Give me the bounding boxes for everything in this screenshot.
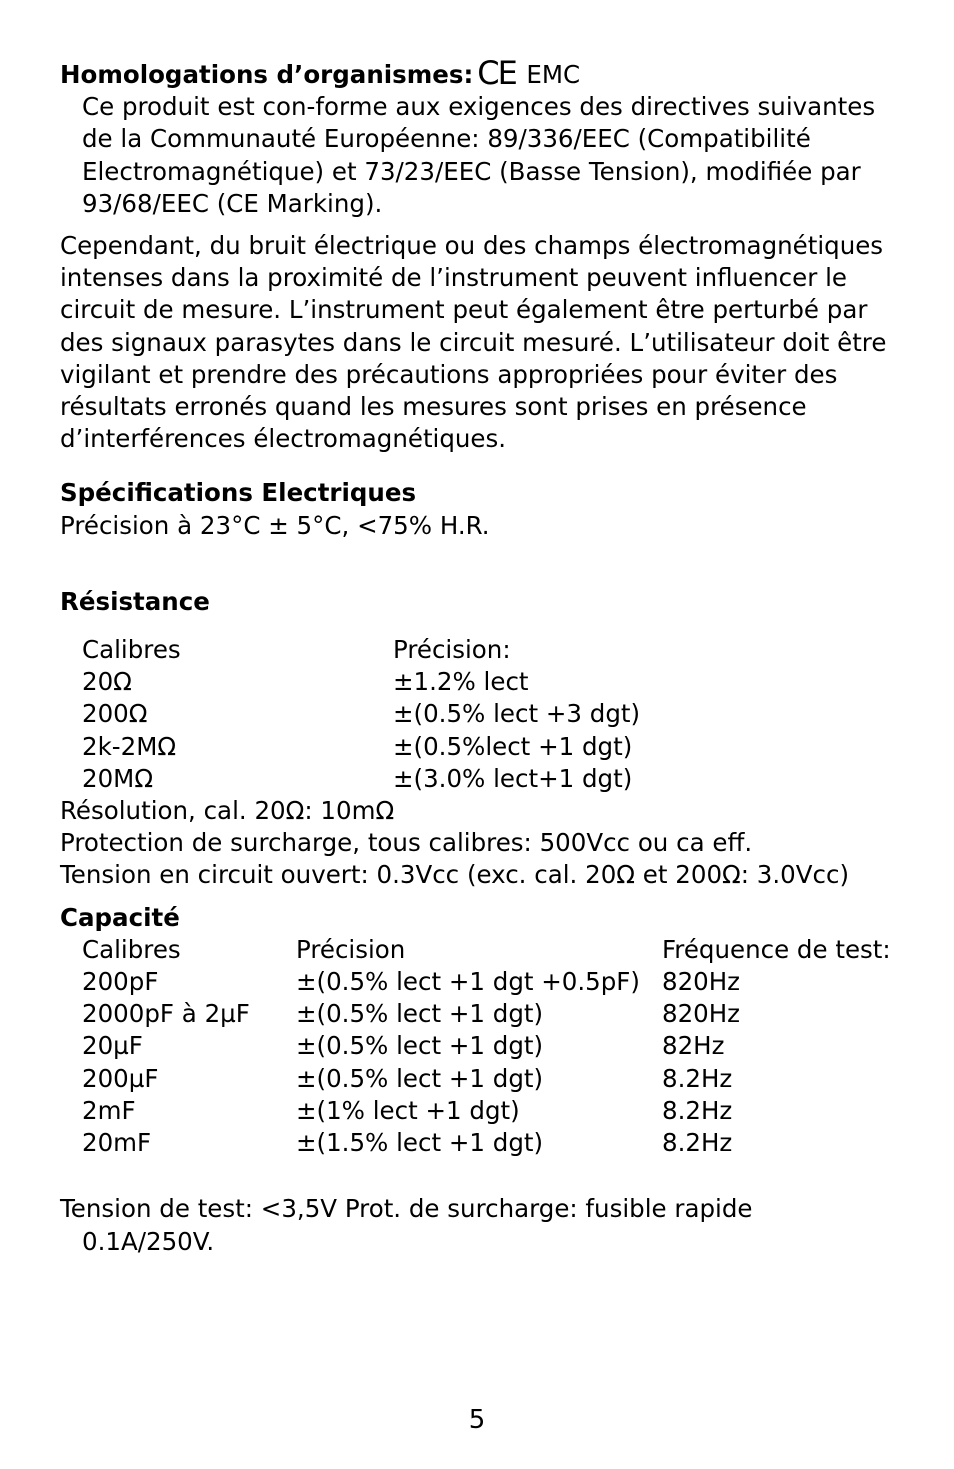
resistance-note: Tension en circuit ouvert: 0.3Vcc (exc. cal. 20Ω et 200Ω: 3.0Vcc) — [60, 860, 850, 890]
column-header: Fréquence de test: — [662, 934, 891, 964]
accuracy-cell: ±1.2% lect — [393, 667, 529, 697]
table-row — [82, 998, 891, 1030]
range-cell: 200pF — [82, 967, 159, 997]
frequency-cell: 8.2Hz — [662, 1095, 733, 1125]
ce-mark-logo: CE — [477, 54, 516, 92]
column-header: Calibres — [82, 934, 181, 964]
column-header: Précision: — [393, 635, 511, 665]
accuracy-cell: ±(0.5%lect +1 dgt) — [393, 731, 633, 761]
range-cell: 20Ω — [82, 667, 132, 697]
specs-heading: Spécifications Electriques — [60, 478, 417, 508]
capacitance-heading: Capacité — [60, 902, 180, 932]
table-row — [82, 698, 640, 730]
table-row — [82, 763, 640, 795]
emc-label: EMC — [526, 60, 581, 89]
table-row — [82, 1095, 891, 1127]
frequency-cell: 8.2Hz — [662, 1063, 733, 1093]
page-number: 5 — [468, 1405, 486, 1435]
emi-warning-paragraph: Cependant, du bruit électrique ou des champs électromagnétiques intenses dans la proximité de l’instrument peuvent influencer le circuit de mesure. L’instrument peut également être perturbé par des signaux parasytes dans le circuit mesuré. L’utilisateur doit être vigilant et prendre des précautions appropriées pour éviter des résultats erronés quand les mesures sont prises en présence d’interférences électromagnétiques. — [60, 231, 887, 454]
resistance-table — [82, 634, 640, 795]
accuracy-cell: ±(0.5% lect +1 dgt) — [296, 1063, 544, 1093]
approvals-heading-colon: : — [463, 60, 474, 89]
table-row — [82, 1030, 891, 1062]
table-row — [82, 1063, 891, 1095]
resistance-note: Résolution, cal. 20Ω: 10mΩ — [60, 796, 395, 826]
table-row — [82, 1127, 891, 1159]
range-cell: 2mF — [82, 1095, 136, 1125]
capacitance-table — [82, 934, 891, 1159]
column-header: Précision — [296, 934, 406, 964]
table-row — [82, 731, 640, 763]
accuracy-cell: ±(1.5% lect +1 dgt) — [296, 1128, 544, 1158]
frequency-cell: 820Hz — [662, 999, 741, 1029]
accuracy-cell: ±(0.5% lect +1 dgt) — [296, 999, 544, 1029]
accuracy-cell: ±(0.5% lect +1 dgt +0.5pF) — [296, 967, 640, 997]
approvals-heading — [60, 54, 900, 92]
frequency-cell: 8.2Hz — [662, 1128, 733, 1158]
approvals-heading-text: Homologations d’organismes — [60, 60, 464, 89]
capacitance-note-continued: 0.1A/250V. — [82, 1226, 215, 1256]
table-header-row — [82, 634, 640, 666]
resistance-heading: Résistance — [60, 586, 210, 616]
range-cell: 2000pF à 2µF — [82, 999, 250, 1029]
range-cell: 20mF — [82, 1128, 152, 1158]
frequency-cell: 820Hz — [662, 967, 741, 997]
accuracy-cell: ±(1% lect +1 dgt) — [296, 1095, 520, 1125]
table-header-row — [82, 934, 891, 966]
approvals-text: Ce produit est con-forme aux exigences des directives suivantes de la Communauté Européenne: 89/336/EEC (Compatibilité Electromagnétique) et 73/23/EEC (Basse Tension), modifiée par 93/68/EEC (CE Marking). — [82, 92, 876, 218]
range-cell: 200µF — [82, 1063, 159, 1093]
resistance-note: Protection de surcharge, tous calibres: 500Vcc ou ca eff. — [60, 828, 753, 858]
range-cell: 20µF — [82, 1031, 143, 1061]
accuracy-cell: ±(0.5% lect +3 dgt) — [393, 699, 641, 729]
table-row — [82, 666, 640, 698]
range-cell: 2k-2MΩ — [82, 731, 177, 761]
accuracy-cell: ±(3.0% lect+1 dgt) — [393, 763, 633, 793]
column-header: Calibres — [82, 635, 181, 665]
table-row — [82, 966, 891, 998]
range-cell: 20MΩ — [82, 763, 154, 793]
specs-accuracy-conditions: Précision à 23°C ± 5°C, <75% H.R. — [60, 510, 490, 540]
range-cell: 200Ω — [82, 699, 148, 729]
accuracy-cell: ±(0.5% lect +1 dgt) — [296, 1031, 544, 1061]
capacitance-note: Tension de test: <3,5V Prot. de surcharge: fusible rapide — [60, 1194, 753, 1224]
manual-page — [60, 54, 900, 1258]
frequency-cell: 82Hz — [662, 1031, 725, 1061]
